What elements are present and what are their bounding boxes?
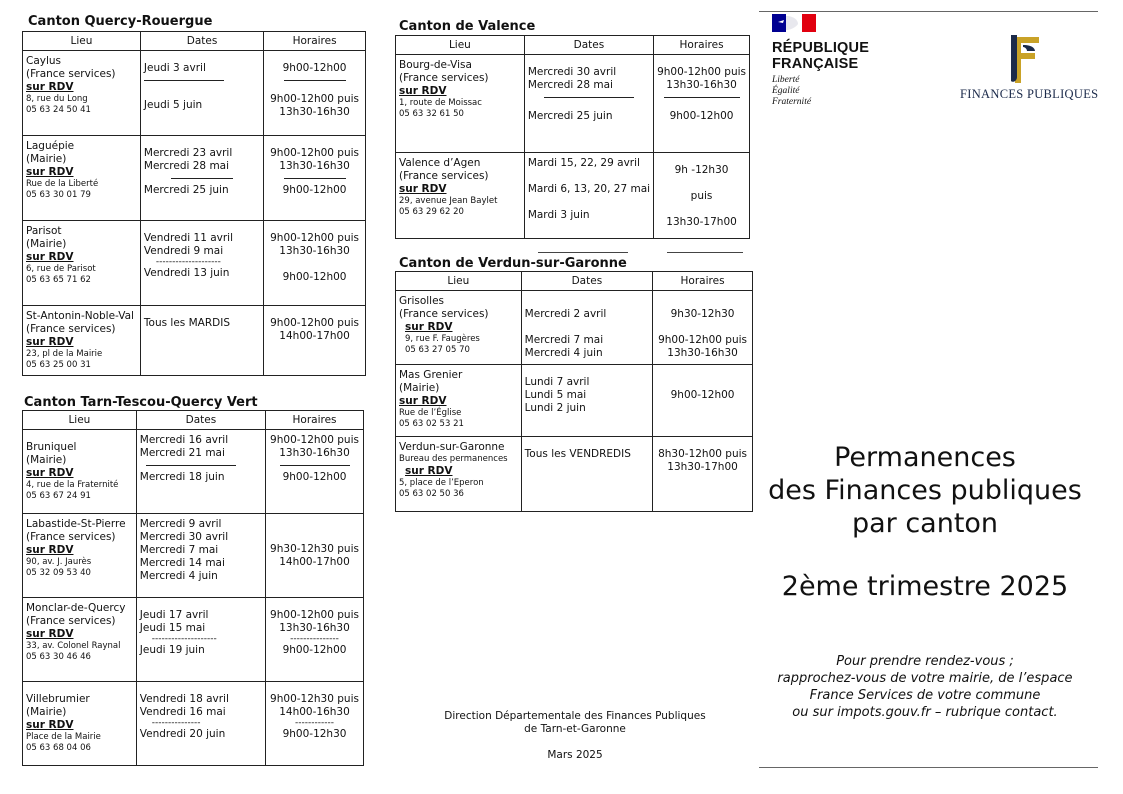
hours-line: 9h00-12h00 puis — [270, 93, 360, 105]
separator-dashes: -------------------- — [151, 634, 217, 644]
col-header-lieu: Lieu — [23, 411, 137, 430]
date-line: Mercredi 18 juin — [139, 471, 225, 483]
date-line: Jeudi 19 juin — [139, 644, 205, 656]
rdv-label: sur RDV — [399, 395, 447, 407]
canton-title: Canton Quercy-Rouergue — [28, 14, 213, 29]
address: 8, rue du Long — [26, 94, 88, 104]
hours-line: 14h00-16h30 — [279, 706, 350, 718]
phone: 05 32 09 53 40 — [26, 568, 91, 578]
rdv-label: sur RDV — [26, 544, 74, 556]
date-line: Mercredi 23 avril — [143, 147, 233, 159]
dates-cell — [140, 221, 263, 306]
dates-cell — [136, 514, 265, 598]
title-line: des Finances publiques — [768, 475, 1082, 506]
hours-line: 13h30-16h30 — [279, 245, 350, 257]
separator-dashes: ------------ — [295, 718, 334, 728]
lieu-type: (France services) — [26, 531, 116, 543]
col-header-dates: Dates — [140, 32, 263, 51]
address: 33, av. Colonel Raynal — [26, 641, 121, 651]
date-line: Mercredi 9 avril — [139, 518, 222, 530]
lieu-cell — [396, 291, 522, 365]
col-header-lieu: Lieu — [23, 32, 141, 51]
date-line: Jeudi 17 avril — [139, 609, 209, 621]
date-line: Mercredi 25 juin — [143, 184, 229, 196]
motto-line: Égalité — [772, 86, 800, 96]
rdv-label: sur RDV — [26, 336, 74, 348]
phone: 05 63 02 50 36 — [399, 489, 464, 499]
separator-line — [144, 80, 224, 81]
lieu-type: (France services) — [26, 68, 116, 80]
table-row — [23, 221, 366, 306]
schedule-table-tarn — [22, 410, 364, 766]
hours-line: 9h00-12h00 puis — [270, 232, 360, 244]
hours-line: 13h30-16h30 — [666, 79, 737, 91]
lieu-cell — [396, 437, 522, 512]
date-line: Tous les VENDREDIS — [524, 448, 631, 460]
col-header-dates: Dates — [521, 272, 652, 291]
address: 90, av. J. Jaurès — [26, 557, 92, 567]
col-header-horaires: Horaires — [264, 32, 366, 51]
hours-line: 9h00-12h00 puis — [270, 434, 359, 446]
dates-cell — [136, 598, 265, 682]
rdv-label: sur RDV — [399, 85, 447, 97]
date-line: Lundi 2 juin — [524, 402, 586, 414]
col-header-lieu: Lieu — [396, 272, 522, 291]
motto-line: Liberté — [772, 75, 800, 85]
phone: 05 63 29 62 20 — [399, 207, 464, 217]
schedule-table-valence — [395, 35, 750, 239]
table-row — [396, 153, 750, 239]
date-line: Mercredi 28 mai — [527, 79, 613, 91]
schedule-table-verdun — [395, 271, 753, 512]
footer-line: Direction Départementale des Finances Publiques — [444, 710, 706, 722]
horaires-cell — [654, 153, 750, 239]
hours-line: puis — [690, 190, 713, 202]
info-line: ou sur impots.gouv.fr – rubrique contact. — [792, 705, 1058, 720]
dates-cell — [140, 136, 263, 221]
phone: 05 63 65 71 62 — [26, 275, 91, 285]
lieu-type: (Mairie) — [26, 706, 67, 718]
date-line: Lundi 7 avril — [524, 376, 590, 388]
horaires-cell — [266, 682, 364, 766]
date-line: Mercredi 4 juin — [139, 570, 218, 582]
lieu-type: (Mairie) — [26, 454, 67, 466]
lieu-name: Labastide-St-Pierre — [26, 518, 126, 530]
date-line: Tous les MARDIS — [143, 317, 230, 329]
lieu-name: St-Antonin-Noble-Val — [26, 310, 134, 322]
footer-date: Mars 2025 — [547, 749, 603, 761]
table-row — [23, 682, 364, 766]
separator-line — [146, 465, 236, 466]
hours-line: 9h00-12h00 puis — [270, 147, 360, 159]
info-line: rapprochez-vous de votre mairie, de l’espace — [777, 671, 1073, 686]
hours-line: 9h00-12h00 puis — [270, 609, 359, 621]
col-header-lieu: Lieu — [396, 36, 525, 55]
phone: 05 63 67 24 91 — [26, 491, 91, 501]
lieu-cell — [23, 430, 137, 514]
hours-line: 13h30-17h00 — [667, 461, 738, 473]
table-row — [23, 136, 366, 221]
phone: 05 63 32 61 50 — [399, 109, 464, 119]
table-row — [396, 437, 753, 512]
dates-cell — [521, 291, 652, 365]
date-line: Vendredi 9 mai — [143, 245, 224, 257]
lieu-name: Villebrumier — [26, 693, 90, 705]
phone: 05 63 30 46 46 — [26, 652, 91, 662]
lieu-cell — [396, 55, 525, 153]
horaires-cell — [264, 221, 366, 306]
lieu-cell — [23, 136, 141, 221]
lieu-name: Bruniquel — [26, 441, 77, 453]
marianne-flag-icon — [772, 14, 816, 32]
horaires-cell — [266, 514, 364, 598]
canton-title: Canton de Valence — [399, 19, 536, 34]
rendez-vous-info — [762, 653, 1088, 721]
hours-line: 13h30-16h30 — [279, 622, 350, 634]
republique-motto — [772, 75, 882, 108]
lieu-type: (Mairie) — [26, 153, 67, 165]
date-line: Mercredi 7 mai — [139, 544, 219, 556]
hours-line: 13h30-16h30 — [279, 447, 350, 459]
lieu-cell — [396, 153, 525, 239]
hours-line: 9h00-12h30 puis — [270, 693, 359, 705]
table-row — [23, 306, 366, 376]
motto-line: Fraternité — [772, 97, 812, 107]
date-line: Mercredi 4 juin — [524, 347, 603, 359]
title-line: Permanences — [834, 442, 1016, 473]
horaires-cell — [653, 291, 753, 365]
date-line: Mercredi 16 avril — [139, 434, 229, 446]
table-row — [396, 365, 753, 437]
lieu-type: (Mairie) — [399, 382, 440, 394]
separator-line — [284, 80, 346, 81]
finances-publiques-emblem-icon — [1005, 33, 1045, 85]
lieu-type: Bureau des permanences — [399, 454, 508, 464]
hours-line: 9h00-12h00 — [282, 62, 347, 74]
hours-line: 9h00-12h00 — [282, 184, 347, 196]
info-line: Pour prendre rendez-vous ; — [836, 654, 1014, 669]
dates-cell — [140, 306, 263, 376]
lieu-name: Grisolles — [399, 295, 445, 307]
separator-line — [544, 97, 634, 98]
period-title: 2ème trimestre 2025 — [781, 571, 1069, 602]
top-rule — [759, 11, 1098, 12]
phone: 05 63 25 00 31 — [26, 360, 91, 370]
table-row — [23, 514, 364, 598]
lieu-type: (Mairie) — [26, 238, 67, 250]
horaires-cell — [264, 136, 366, 221]
hours-line: 14h00-17h00 — [279, 330, 350, 342]
separator-line — [280, 465, 350, 466]
lieu-cell — [23, 682, 137, 766]
hours-line: 13h30-17h00 — [666, 216, 737, 228]
table-row — [396, 291, 753, 365]
lieu-type: (France services) — [26, 615, 116, 627]
info-line: France Services de votre commune — [809, 688, 1041, 703]
date-line: Mardi 6, 13, 20, 27 mai — [527, 183, 651, 195]
bottom-rule — [759, 767, 1098, 768]
phone: 05 63 27 05 70 — [405, 345, 470, 355]
address: 4, rue de la Fraternité — [26, 480, 119, 490]
date-line: Lundi 5 mai — [524, 389, 587, 401]
rdv-label: sur RDV — [26, 81, 74, 93]
separator-line — [667, 252, 743, 253]
lieu-name: Laguépie — [26, 140, 75, 152]
table-row — [23, 51, 366, 136]
rdv-label: sur RDV — [405, 321, 453, 333]
address: 29, avenue Jean Baylet — [399, 196, 498, 206]
table-row — [23, 430, 364, 514]
lieu-type: (France services) — [26, 323, 116, 335]
hours-line: 9h00-12h00 — [282, 271, 347, 283]
footer-direction — [395, 710, 755, 736]
canton-title: Canton Tarn-Tescou-Quercy Vert — [24, 395, 258, 410]
separator-line — [171, 178, 233, 179]
rdv-label: sur RDV — [26, 467, 74, 479]
separator-dashes: -------------------- — [155, 257, 221, 267]
date-line: Vendredi 11 avril — [143, 232, 234, 244]
date-line: Mercredi 2 avril — [524, 308, 607, 320]
hours-line: 9h00-12h00 puis — [270, 317, 360, 329]
horaires-cell — [653, 365, 753, 437]
hours-line: 9h30-12h30 puis — [270, 542, 359, 555]
dates-cell — [136, 430, 265, 514]
address: 5, place de l’Eperon — [399, 478, 484, 488]
address: 1, route de Moissac — [399, 98, 482, 108]
horaires-cell — [264, 306, 366, 376]
date-line: Mercredi 28 mai — [143, 160, 230, 172]
hours-line: 9h00-12h00 — [669, 110, 734, 122]
hours-line: 13h30-16h30 — [279, 106, 350, 118]
main-title — [762, 441, 1088, 540]
col-header-dates: Dates — [136, 411, 265, 430]
schedule-table-quercy — [22, 31, 366, 376]
lieu-cell — [23, 598, 137, 682]
date-line: Vendredi 13 juin — [143, 267, 230, 279]
horaires-cell — [653, 437, 753, 512]
date-line: Jeudi 15 mai — [139, 622, 206, 634]
title-line: par canton — [851, 508, 999, 539]
col-header-horaires: Horaires — [653, 272, 753, 291]
dates-cell — [521, 437, 652, 512]
separator-line — [664, 97, 740, 98]
hours-line: 9h -12h30 — [674, 164, 729, 176]
footer-line: de Tarn-et-Garonne — [524, 723, 626, 735]
lieu-cell — [23, 514, 137, 598]
hours-line: 9h00-12h00 puis — [657, 66, 746, 78]
date-line: Vendredi 18 avril — [139, 693, 229, 705]
finances-publiques-label: FINANCES PUBLIQUES — [960, 87, 1099, 101]
dates-cell — [140, 51, 263, 136]
lieu-name: Monclar-de-Quercy — [26, 602, 126, 614]
hours-line: 9h00-12h00 — [282, 471, 347, 483]
lieu-cell — [23, 306, 141, 376]
lieu-cell — [396, 365, 522, 437]
republique-title — [772, 40, 882, 72]
hours-line: 9h00-12h00 — [670, 389, 735, 401]
address: Rue de l’Église — [399, 408, 462, 418]
rdv-label: sur RDV — [405, 465, 453, 477]
table-row — [396, 55, 750, 153]
phone: 05 63 02 53 21 — [399, 419, 464, 429]
phone: 05 63 30 01 79 — [26, 190, 91, 200]
col-header-horaires: Horaires — [654, 36, 750, 55]
date-line: Mercredi 30 avril — [139, 531, 229, 543]
phone: 05 63 68 04 06 — [26, 743, 91, 753]
separator-line — [538, 252, 628, 253]
lieu-type: (France services) — [399, 170, 489, 182]
address: Rue de la Liberté — [26, 179, 99, 189]
horaires-cell — [266, 430, 364, 514]
lieu-name: Mas Grenier — [399, 369, 463, 381]
rdv-label: sur RDV — [399, 183, 447, 195]
rdv-label: sur RDV — [26, 166, 74, 178]
date-line: Mercredi 25 juin — [527, 110, 613, 122]
hours-line: 14h00-17h00 — [279, 555, 350, 568]
date-line: Mercredi 7 mai — [524, 334, 604, 346]
lieu-name: Parisot — [26, 225, 62, 237]
lieu-type: (France services) — [399, 72, 489, 84]
date-line: Vendredi 16 mai — [139, 706, 226, 718]
date-line: Jeudi 5 juin — [143, 99, 203, 111]
col-header-dates: Dates — [524, 36, 653, 55]
horaires-cell — [654, 55, 750, 153]
lieu-cell — [23, 221, 141, 306]
republique-logo — [772, 14, 882, 108]
hours-line: 13h30-16h30 — [279, 160, 350, 172]
francaise-line: FRANÇAISE — [772, 56, 859, 72]
date-line: Jeudi 3 avril — [143, 62, 206, 74]
horaires-cell — [264, 51, 366, 136]
phone: 05 63 24 50 41 — [26, 105, 91, 115]
hours-line: 8h30-12h00 puis — [658, 448, 747, 460]
date-line: Vendredi 20 juin — [139, 728, 226, 740]
date-line: Mercredi 14 mai — [139, 557, 225, 569]
col-header-horaires: Horaires — [266, 411, 364, 430]
lieu-name: Verdun-sur-Garonne — [399, 441, 505, 453]
hours-line: 9h30-12h30 — [670, 308, 735, 320]
date-line: Mardi 3 juin — [527, 209, 590, 221]
dates-cell — [521, 365, 652, 437]
lieu-name: Bourg-de-Visa — [399, 59, 472, 71]
hours-line: 9h00-12h00 — [282, 644, 347, 656]
dates-cell — [136, 682, 265, 766]
dates-cell — [524, 55, 653, 153]
table-row — [23, 598, 364, 682]
lieu-name: Caylus — [26, 55, 62, 67]
republique-line: RÉPUBLIQUE — [772, 40, 870, 56]
rdv-label: sur RDV — [26, 719, 74, 731]
hours-line: 9h00-12h00 puis — [658, 334, 747, 346]
rdv-label: sur RDV — [26, 628, 74, 640]
separator-dashes: --------------- — [151, 718, 201, 728]
finances-publiques-logo — [960, 33, 1099, 102]
address: Place de la Mairie — [26, 732, 101, 742]
lieu-type: (France services) — [399, 308, 489, 320]
date-line: Mercredi 30 avril — [527, 66, 617, 78]
rdv-label: sur RDV — [26, 251, 74, 263]
hours-line: 13h30-16h30 — [667, 347, 738, 359]
address: 6, rue de Parisot — [26, 264, 96, 274]
dates-cell — [524, 153, 653, 239]
separator-dashes: --------------- — [290, 634, 339, 644]
lieu-name: Valence d’Agen — [399, 157, 481, 169]
horaires-cell — [266, 598, 364, 682]
hours-line: 9h00-12h30 — [282, 728, 347, 740]
date-line: Mercredi 21 mai — [139, 447, 225, 459]
separator-line — [284, 178, 346, 179]
address: 23, pl de la Mairie — [26, 349, 103, 359]
address: 9, rue F. Faugères — [405, 334, 480, 344]
canton-title: Canton de Verdun-sur-Garonne — [399, 256, 627, 271]
date-line: Mardi 15, 22, 29 avril — [527, 157, 640, 169]
lieu-cell — [23, 51, 141, 136]
